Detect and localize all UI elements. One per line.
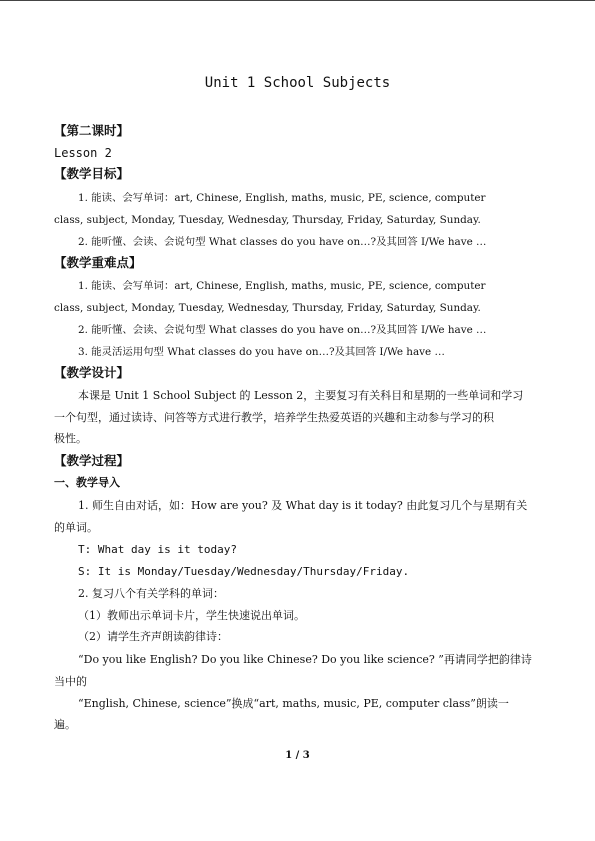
- lesson-label: Lesson 2: [54, 146, 112, 160]
- design-line: 极性。: [54, 432, 87, 445]
- key-point-line: class, subject, Monday, Tuesday, Wednesday, Thursday, Friday, Saturday, Sunday.: [54, 302, 481, 314]
- page-number: 1 / 3: [285, 750, 310, 761]
- document-title: Unit 1 School Subjects: [204, 75, 391, 91]
- key-point-line: 3. 能灵活运用句型 What classes do you have on…?及其回答 I/We have …: [78, 346, 445, 358]
- process-line: （1）教师出示单词卡片，学生快速说出单词。: [78, 609, 305, 622]
- process-line: 的单词。: [54, 521, 98, 534]
- process-line: 遍。: [54, 718, 76, 731]
- design-line: 本课是 Unit 1 School Subject 的 Lesson 2，主要复习有关科目和星期的一些单词和学习: [78, 389, 524, 402]
- process-heading: 【教学过程】: [54, 453, 130, 468]
- goal-line: 2. 能听懂、会读、会说句型 What classes do you have on…?及其回答 I/We have …: [78, 236, 487, 248]
- process-line: 2. 复习八个有关学科的单词：: [78, 587, 224, 600]
- process-line: 当中的: [54, 675, 87, 688]
- key-points-heading: 【教学重难点】: [54, 255, 142, 270]
- design-line: 一个句型，通过读诗、问答等方式进行教学，培养学生热爱英语的兴趣和主动参与学习的积: [54, 411, 494, 424]
- intro-heading: 一、教学导入: [54, 476, 120, 489]
- process-line: （2）请学生齐声朗读韵律诗：: [78, 630, 228, 643]
- process-line: “Do you like English? Do you like Chinese? Do you like science? ”再请同学把韵律诗: [78, 653, 532, 666]
- goal-line: 1. 能读、会写单词：art, Chinese, English, maths, music, PE, science, computer: [78, 192, 486, 204]
- goal-line: class, subject, Monday, Tuesday, Wednesday, Thursday, Friday, Saturday, Sunday.: [54, 214, 481, 226]
- process-line: S: It is Monday/Tuesday/Wednesday/Thursday/Friday.: [78, 565, 410, 578]
- key-point-line: 1. 能读、会写单词：art, Chinese, English, maths, music, PE, science, computer: [78, 280, 486, 292]
- process-line: “English, Chinese, science”换成“art, maths, music, PE, computer class”朗读一: [78, 697, 509, 710]
- goals-heading: 【教学目标】: [54, 166, 130, 181]
- design-heading: 【教学设计】: [54, 365, 130, 380]
- process-line: 1. 师生自由对话，如：How are you? 及 What day is it today? 由此复习几个与星期有关: [78, 499, 528, 512]
- key-point-line: 2. 能听懂、会读、会说句型 What classes do you have on…?及其回答 I/We have …: [78, 324, 487, 336]
- top-rule: [0, 0, 595, 1]
- process-line: T: What day is it today?: [78, 543, 237, 556]
- lesson-heading: 【第二课时】: [54, 123, 130, 138]
